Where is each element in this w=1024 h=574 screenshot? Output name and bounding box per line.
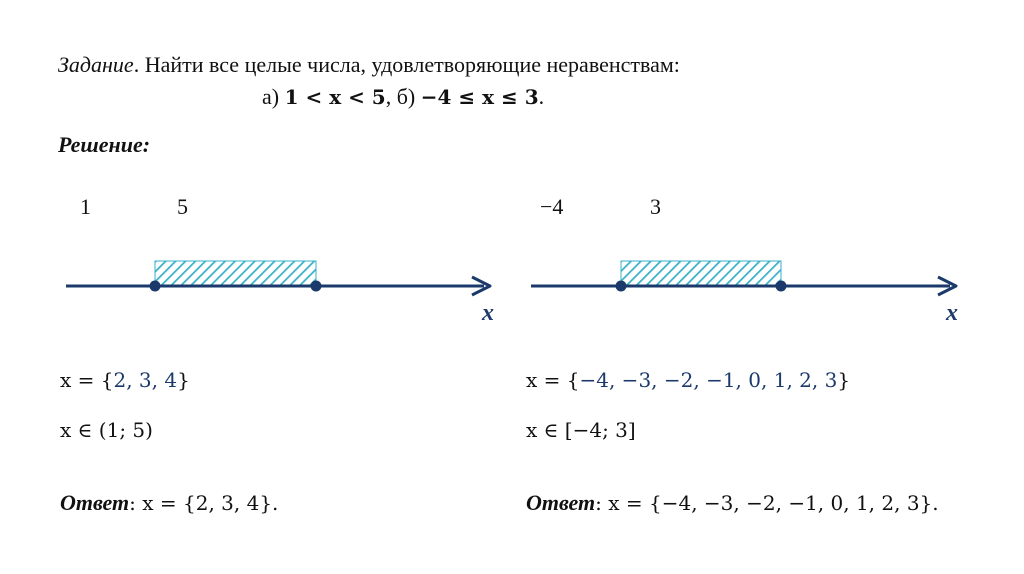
set-right-values: −4, −3, −2, −1, 0, 1, 2, 3 bbox=[579, 368, 838, 392]
answer-left-text: : x = {2, 3, 4}. bbox=[129, 491, 279, 515]
answer-right-label: Ответ bbox=[526, 490, 596, 515]
number-line-left bbox=[66, 261, 490, 295]
tick-label-5: 5 bbox=[177, 194, 188, 219]
point-3 bbox=[776, 281, 787, 292]
inequality-a: 1 < x < 5 bbox=[284, 85, 386, 109]
set-right-rhs: } bbox=[837, 368, 851, 392]
tick-label-3: 3 bbox=[650, 194, 661, 219]
hatched-interval-right bbox=[621, 261, 781, 285]
answer-right bbox=[526, 490, 939, 516]
task-label: Задание bbox=[58, 52, 134, 77]
hatched-interval-left bbox=[155, 261, 316, 285]
tick-label-1: 1 bbox=[80, 194, 91, 219]
point-minus-4 bbox=[616, 281, 627, 292]
set-right-lhs: x = { bbox=[526, 368, 580, 392]
set-left bbox=[60, 368, 190, 392]
inequality-end: . bbox=[538, 84, 545, 109]
number-line-right bbox=[531, 261, 956, 295]
part-a-prefix: а) bbox=[262, 84, 285, 109]
inequality-b: −4 ≤ x ≤ 3 bbox=[420, 85, 539, 109]
answer-left-label: Ответ bbox=[60, 490, 130, 515]
set-left-lhs: x = { bbox=[60, 368, 114, 392]
axis-label-right: x bbox=[946, 300, 958, 326]
inequality-separator: , б) bbox=[385, 84, 421, 109]
point-5 bbox=[311, 281, 322, 292]
axis-label-left: x bbox=[482, 300, 494, 326]
task-text: . Найти все целые числа, удовлетворяющие неравенствам: bbox=[133, 52, 680, 77]
set-right bbox=[526, 368, 850, 392]
tick-label-minus-4: −4 bbox=[540, 194, 564, 219]
answer-left bbox=[60, 490, 278, 516]
set-left-rhs: } bbox=[177, 368, 190, 392]
interval-right: x ∈ [−4; 3] bbox=[526, 418, 636, 442]
interval-left: x ∈ (1; 5) bbox=[60, 418, 153, 442]
solution-heading: Решение: bbox=[58, 132, 151, 157]
set-left-values: 2, 3, 4 bbox=[113, 368, 178, 392]
answer-right-text: : x = {−4, −3, −2, −1, 0, 1, 2, 3}. bbox=[595, 491, 939, 515]
point-1 bbox=[150, 281, 161, 292]
